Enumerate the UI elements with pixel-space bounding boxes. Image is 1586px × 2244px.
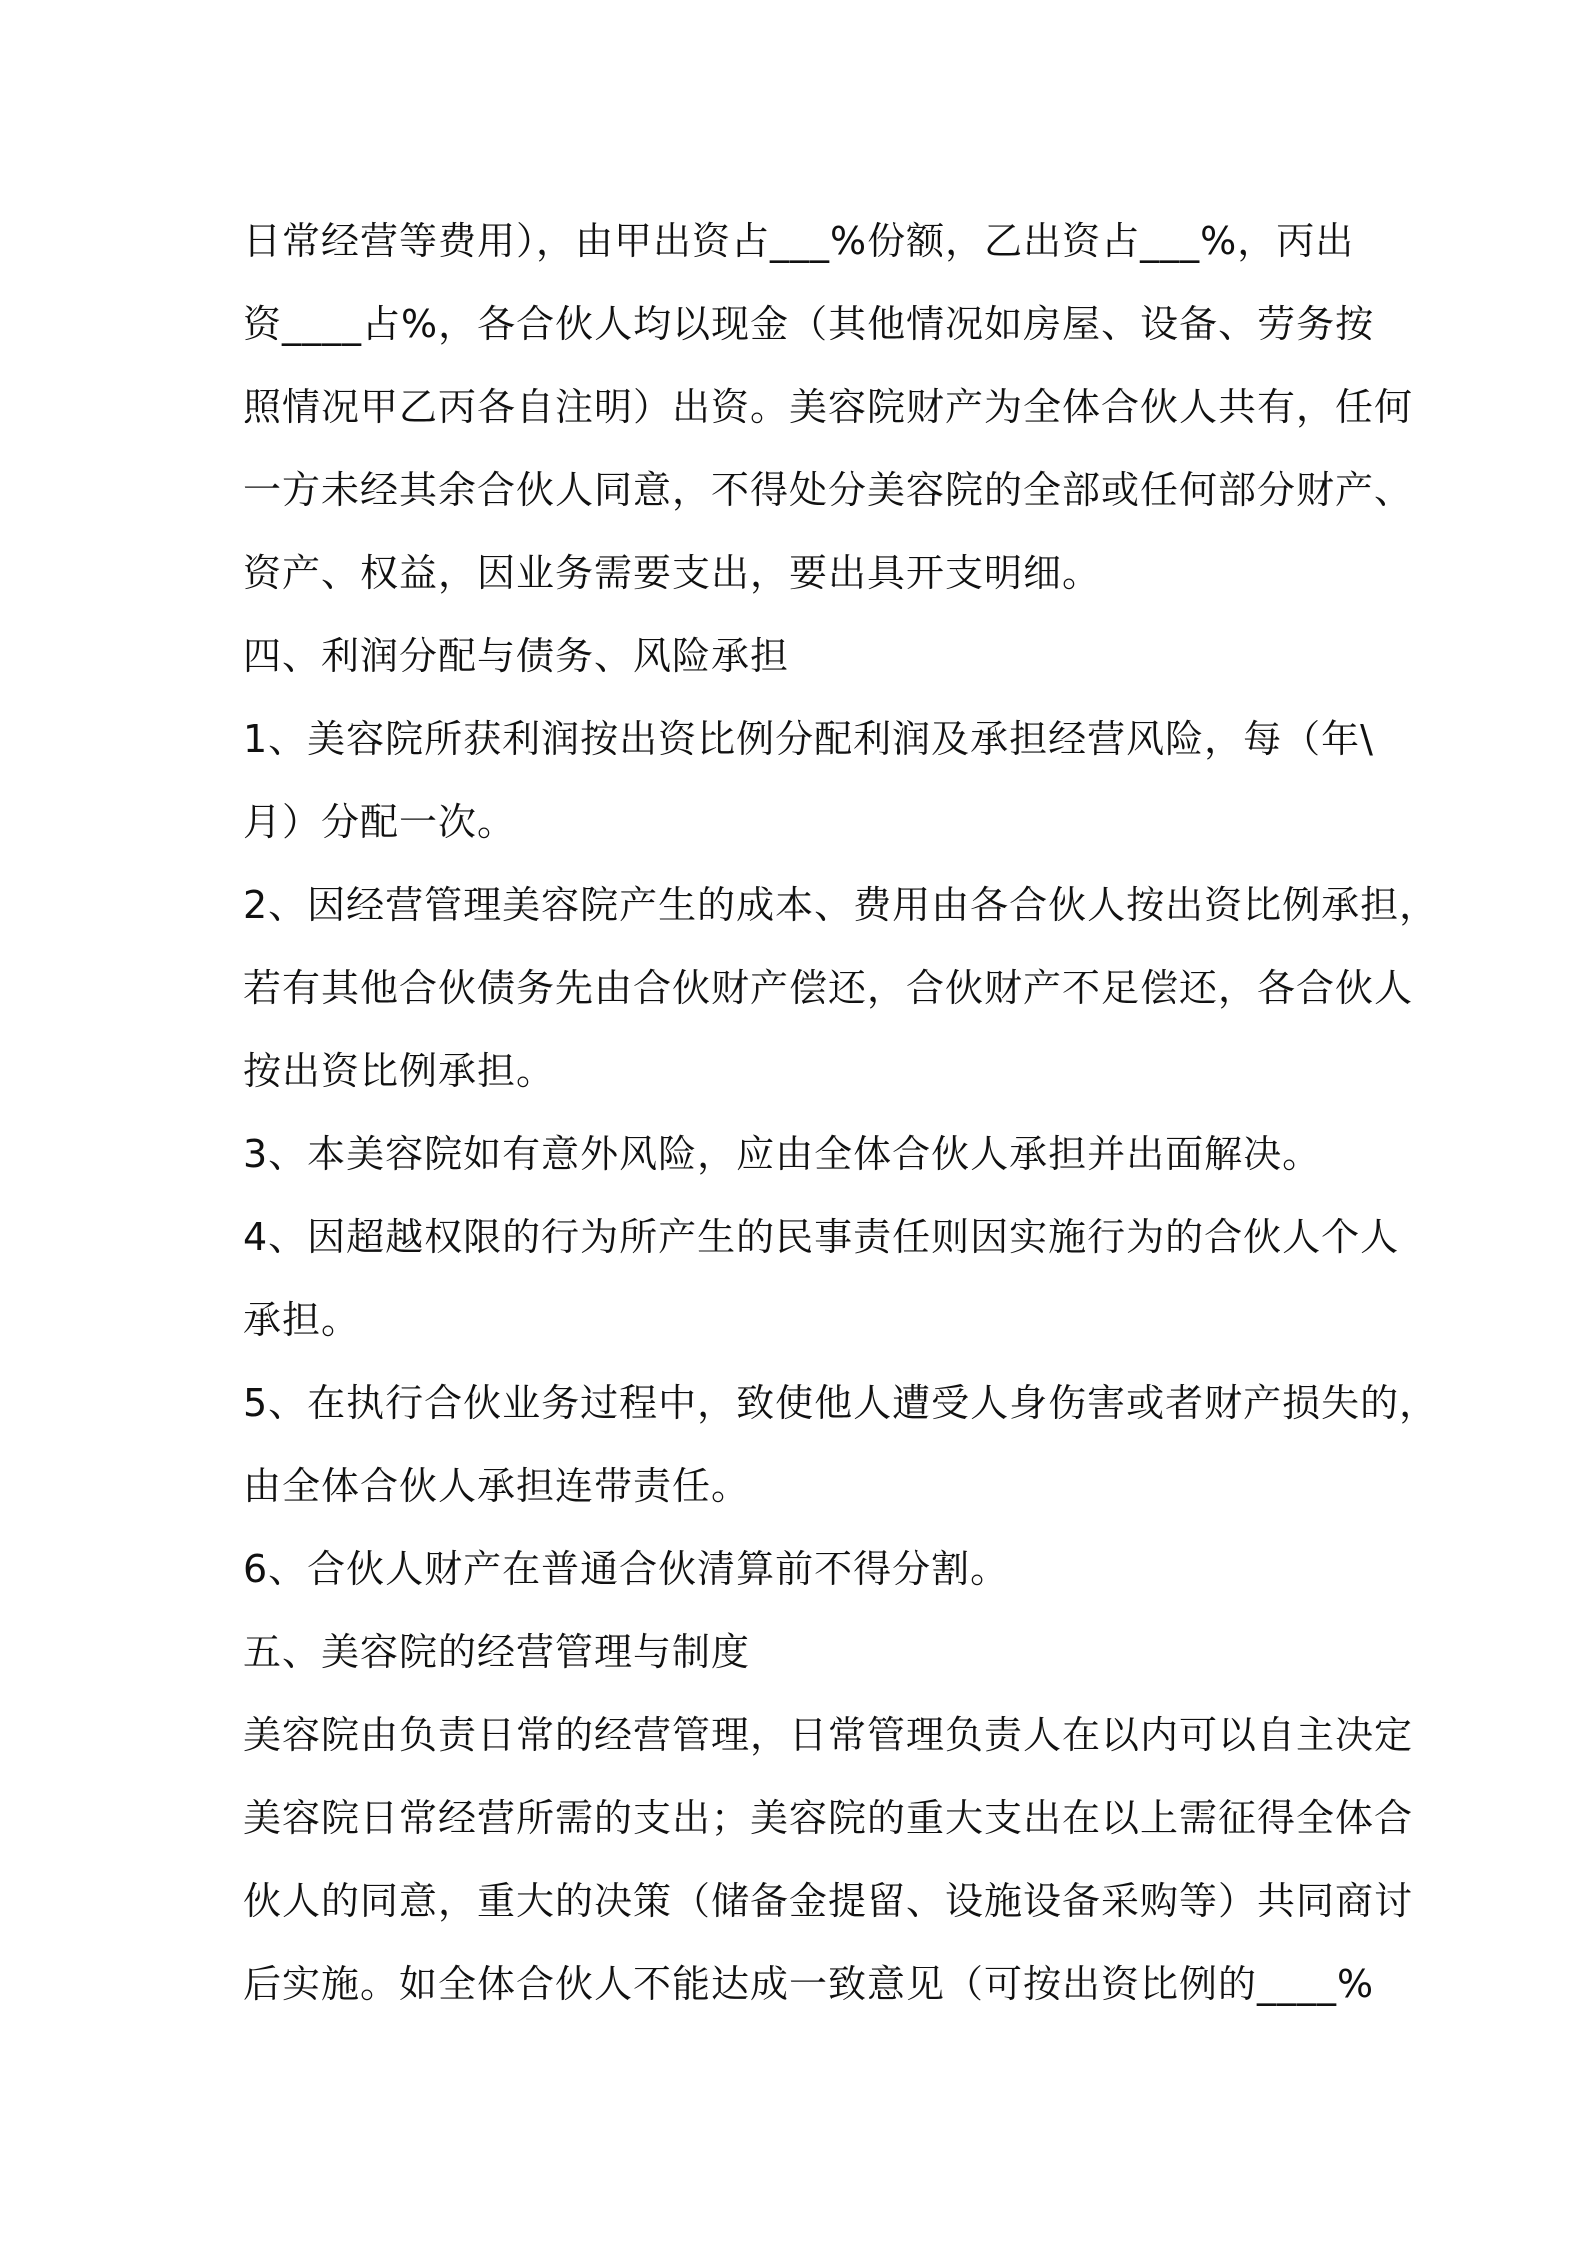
text-line: 美容院由负责日常的经营管理，日常管理负责人在以内可以自主决定: [243, 1713, 1414, 1757]
text-line: 承担。: [243, 1298, 361, 1342]
text-line: 资____占%，各合伙人均以现金（其他情况如房屋、设备、劳务按: [243, 302, 1375, 346]
text-line: 5、在执行合伙业务过程中，致使他人遭受人身伤害或者财产损失的，: [243, 1381, 1439, 1425]
text-line: 一方未经其余合伙人同意，不得处分美容院的全部或任何部分财产、: [243, 468, 1414, 512]
text-line: 美容院日常经营所需的支出；美容院的重大支出在以上需征得全体合: [243, 1796, 1414, 1840]
text-line: 照情况甲乙丙各自注明）出资。美容院财产为全体合伙人共有，任何: [243, 385, 1414, 429]
section-heading: 五、美容院的经营管理与制度: [243, 1630, 751, 1674]
text-line: 3、本美容院如有意外风险，应由全体合伙人承担并出面解决。: [243, 1132, 1322, 1176]
document-body: [243, 200, 1439, 2026]
text-line: 伙人的同意，重大的决策（储备金提留、设施设备采购等）共同商讨: [243, 1879, 1414, 1923]
text-line: 2、因经营管理美容院产生的成本、费用由各合伙人按出资比例承担，: [243, 883, 1439, 927]
text-line: 资产、权益，因业务需要支出，要出具开支明细。: [243, 551, 1102, 595]
text-line: 后实施。如全体合伙人不能达成一致意见（可按出资比例的____%: [243, 1962, 1375, 2006]
section-heading: 四、利润分配与债务、风险承担: [243, 634, 790, 678]
text-line: 由全体合伙人承担连带责任。: [243, 1464, 751, 1508]
text-line: 月）分配一次。: [243, 800, 517, 844]
text-line: 1、美容院所获利润按出资比例分配利润及承担经营风险，每（年\: [243, 717, 1374, 761]
text-line: 按出资比例承担。: [243, 1049, 556, 1093]
text-line: 6、合伙人财产在普通合伙清算前不得分割。: [243, 1547, 1010, 1591]
text-line: 4、因超越权限的行为所产生的民事责任则因实施行为的合伙人个人: [243, 1215, 1400, 1259]
text-line: 若有其他合伙债务先由合伙财产偿还，合伙财产不足偿还，各合伙人: [243, 966, 1414, 1010]
text-line: 日常经营等费用），由甲出资占___%份额，乙出资占___%，丙出: [243, 219, 1355, 263]
